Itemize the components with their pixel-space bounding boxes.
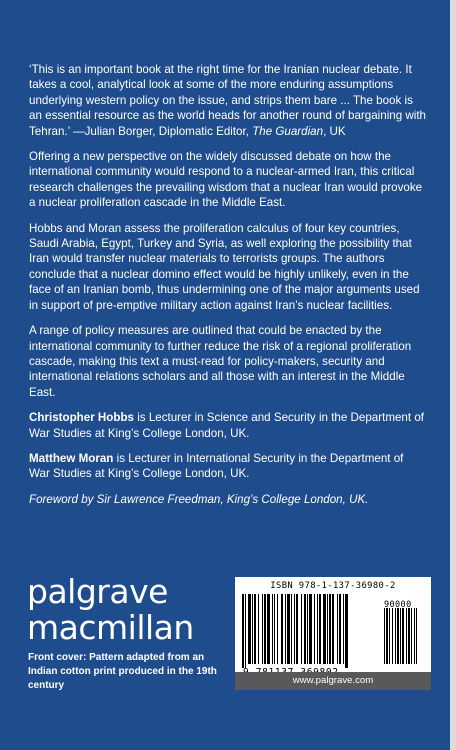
barcode-bar <box>285 594 286 664</box>
barcode-bar <box>281 594 283 664</box>
barcode-bar <box>337 594 338 664</box>
barcode-bar <box>402 608 404 664</box>
barcode-bar <box>291 594 292 664</box>
barcode-bar <box>332 594 334 664</box>
isbn-label: ISBN 978-1-137-36980-2 <box>270 581 396 591</box>
barcode-bar <box>411 608 412 664</box>
barcode-bar <box>267 594 270 664</box>
barcode-bar <box>242 594 244 668</box>
barcode-bar <box>416 608 417 664</box>
barcode-bar <box>408 608 410 664</box>
quote-text: ‘This is an important book at the right time for the Iranian nuclear debate. It takes a cool, analytical look at some of the more enduring assumptions underlying western policy on the issue, and strips them bare ... The book is an essential resource as the world heads for another round of bargaining with Tehran.’ —Julian Borger, Diplomatic Editor, <box>29 63 427 138</box>
barcode-bar <box>304 594 306 664</box>
barcode-bar <box>314 594 315 664</box>
barcode-bar <box>386 608 388 664</box>
barcode-bar <box>248 594 251 664</box>
author-bio: is Lecturer in Science and Security in the Department of War Studies at King’s College London, UK. <box>29 411 424 440</box>
barcode-bar <box>343 594 344 664</box>
barcode-bar <box>392 608 393 664</box>
barcode-bar <box>272 594 273 664</box>
logo-line-palgrave: palgrave <box>27 572 168 611</box>
barcode-bar <box>329 594 331 664</box>
barcode-bar <box>384 608 385 664</box>
barcode-bar <box>264 594 266 664</box>
quote-country: , UK <box>323 124 346 138</box>
barcode-bar <box>319 594 321 664</box>
barcode-bar <box>258 594 259 664</box>
description-paragraph-1: Offering a new perspective on the widely discussed debate on how the international community would respond to a nuclear-armed Iran, this critical research challenges the prevailing wisdom that a nuclear Iran would provoke a nuclear proliferation cascade in the Middle East. <box>29 150 423 210</box>
barcode-bar <box>323 594 326 664</box>
barcode-bar <box>254 594 256 664</box>
description-paragraph-3: A range of policy measures are outlined that could be enacted by the international community to further reduce the risk of a regional proliferation cascade, making this text a must-read for policy-makers, security and international relations scholars and all those with an interest in the Middle East. <box>29 324 412 399</box>
barcode-bar <box>252 594 253 664</box>
barcode-bar <box>414 608 415 664</box>
author-bio-moran <box>29 451 426 482</box>
barcode-bar <box>287 594 290 664</box>
palgrave-macmillan-logo <box>27 574 194 646</box>
author-bio: is Lecturer in International Security in the Department of War Studies at King’s College London, UK. <box>29 451 404 481</box>
barcode-bar <box>345 594 348 668</box>
foreword-credit: Foreword by Sir Lawrence Freedman, King’s College London, UK. <box>29 492 369 506</box>
barcode-bar <box>245 594 246 668</box>
barcode-bar <box>397 608 399 664</box>
review-quote <box>29 62 426 139</box>
barcode-bar <box>395 608 396 664</box>
barcode-bar <box>307 594 308 664</box>
barcode-bar <box>309 594 312 664</box>
barcode-bar <box>294 594 295 664</box>
author-name: Matthew Moran <box>29 451 114 465</box>
barcode-bar <box>296 594 298 664</box>
price-code: 90000 <box>384 600 412 610</box>
barcode-bar <box>339 594 341 664</box>
author-bio-hobbs <box>29 410 426 441</box>
quote-publication: The Guardian <box>252 124 324 138</box>
barcode-bar <box>301 594 302 664</box>
barcode-bar <box>317 594 318 664</box>
barcode-bar <box>406 608 407 664</box>
barcode-bar <box>400 608 401 664</box>
author-name: Christopher Hobbs <box>29 411 134 425</box>
logo-line-macmillan: macmillan <box>27 608 194 647</box>
publisher-website: www.palgrave.com <box>235 672 431 690</box>
description-paragraph-2: Hobbs and Moran assess the proliferation calculus of four key countries, Saudi Arabia, Egypt, Turkey and Syria, as well exploring the possibility that Iran would transfer nuclear materials to terrorists groups. The authors conclude that a nuclear domino effect would be highly unlikely, even in the face of an Iranian bomb, thus undermining one of the major arguments used in support of pre-emptive military action against Iran’s nuclear facilities. <box>29 221 420 312</box>
barcode-bar <box>389 608 390 664</box>
front-cover-note: Front cover: Pattern adapted from an Indian cotton print produced in the 19th century <box>28 652 217 691</box>
barcode-bar <box>277 594 278 664</box>
barcode-bar <box>327 594 328 664</box>
page-edge-strip <box>450 0 456 750</box>
barcode-bar <box>262 594 263 664</box>
barcode-bar <box>274 594 275 664</box>
back-cover-text <box>29 62 426 517</box>
